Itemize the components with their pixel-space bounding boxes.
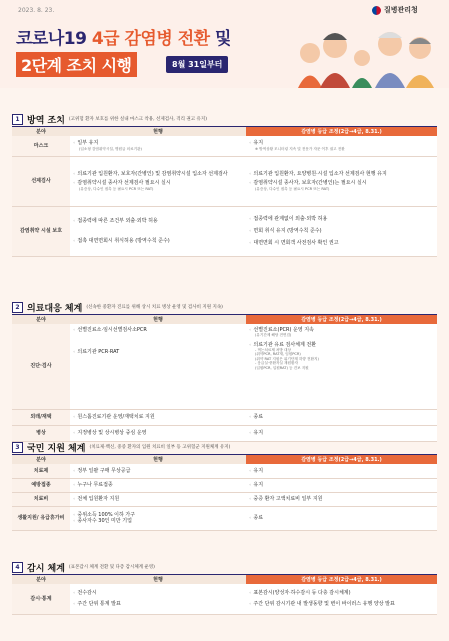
row-category: 생활지원/ 유급휴가비 — [12, 506, 70, 530]
col-current: 현행 — [70, 455, 246, 465]
row-category: 외래/재택 — [12, 409, 70, 425]
cell-note: (취약PCR, RAT재, 임원PCR) — [255, 352, 301, 357]
cell-text: 누구나 무료접종 — [77, 481, 113, 488]
section-title: 의료대응 체계 — [27, 303, 83, 314]
col-category: 분야 — [12, 455, 70, 465]
cell-text: 일부 유지 — [77, 140, 99, 147]
table-header-row — [12, 575, 437, 585]
table-header-row — [12, 315, 437, 325]
section-table — [12, 126, 437, 257]
table-row: 마스크 ◦ 일부 유지 (입소형 감염취약시설, 병원급 의료기관) ◦ 유지 ※ 방역상황 모니터링 지속 및 전문가 자문 이후 권고 전환 — [12, 136, 437, 156]
section-subtitle: (표본감시 체계 전환 및 다층 감시체계 운영) — [68, 565, 155, 570]
cell-note: ※ 방역상황 모니터링 지속 및 전문가 자문 이후 권고 전환 — [255, 146, 345, 151]
cell-note: (입소형 감염취약시설, 병원급 의료기관) — [79, 146, 142, 151]
cell-text: 원스톱진료기관 운영/재택치료 지원 — [77, 413, 155, 420]
section-2 — [12, 300, 437, 442]
table-header-row — [12, 127, 437, 137]
section-table — [12, 314, 437, 442]
col-current: 현행 — [70, 127, 246, 137]
cell-note: (유증상, 다수인 접촉 등 필요시 PCR 또는 RAT) — [255, 186, 330, 191]
cell-note: (유증상, 다수인 접촉 등 필요시 PCR 또는 RAT) — [79, 186, 154, 191]
page-title — [16, 24, 231, 49]
row-category: 예방접종 — [12, 478, 70, 492]
cell-note: - 응급실·중환자실 재원환자 — [255, 361, 298, 366]
cell-text: 종사자수 30인 미만 기업 — [77, 518, 132, 524]
table-row: 감염취약 시설 보호 ◦ 접종력에 따른 조건부 외출·외박 허용 ◦ 접촉 대면면회시 취식허용 (방역수칙 준수) ◦ 접종력에 관계없이 외출·외박 허용 ◦ 면회 취식 유지 (방역수칙 준수) ◦ 대면면회 시 면회객 사전검사 확인 권고 — [12, 206, 437, 256]
col-adjusted: 감염병 등급 조정(2급→4급, 8.31.) — [246, 455, 437, 465]
cell-text: 선별진료소·임시선별검사소PCR — [77, 327, 147, 333]
table-header-row — [12, 455, 437, 465]
cell-text: 유지 — [253, 467, 264, 474]
section-4 — [12, 560, 437, 615]
cell-note: (입원PCR, 입원RAT) 등 건보 지원 — [255, 365, 309, 370]
col-category: 분야 — [12, 315, 70, 325]
page-subtitle: 2단계 조치 시행 — [16, 52, 137, 77]
title-highlight: 4급 감염병 전환 — [91, 29, 210, 49]
section-title: 감시 체계 — [27, 563, 65, 574]
col-category: 분야 — [12, 127, 70, 137]
title-part1: 코로나19 — [16, 29, 92, 49]
issue-date: 2023. 8. 23. — [18, 7, 55, 14]
row-category: 감염취약 시설 보호 — [12, 206, 70, 256]
cell-note: (취약 RAT 지원은 위기단계 하향 전환지) — [255, 356, 319, 361]
col-current: 현행 — [70, 575, 246, 585]
table-row: 치료비 ◦ 전체 입원환자 지원 ◦ 중증 환자 고액치료비 일부 지원 — [12, 492, 437, 506]
cell-text: 선별진료소(PCR) 운영 지속 — [253, 327, 314, 333]
col-adjusted: 감염병 등급 조정(2급→4급, 8.31.) — [246, 127, 437, 137]
col-current: 현행 — [70, 315, 246, 325]
section-title: 국민 지원 체계 — [27, 443, 86, 454]
table-row: 생활지원/ 유급휴가비 ◦ 중위소득 100% 이하 가구 ◦ 종사자수 30인 미만 기업 ◦ 종료 — [12, 506, 437, 530]
row-category: 치료제 — [12, 464, 70, 478]
section-table — [12, 574, 437, 615]
title-part2: 및 — [209, 29, 231, 49]
org-name — [372, 5, 418, 15]
cell-text: 전수감시 — [77, 590, 97, 596]
table-row: 예방접종 ◦ 누구나 무료접종 ◦ 유지 — [12, 478, 437, 492]
cell-text: 중증 환자 고액치료비 일부 지원 — [253, 495, 323, 502]
cell-text: 의료기관 입원환자, 보호자(간병인) 및 감염취약시설 입소자 선제검사 — [77, 171, 228, 177]
cell-text: 의료기관 PCR·RAT — [77, 349, 120, 356]
cell-text: 접종력에 관계없이 외출·외박 허용 — [253, 215, 328, 222]
cell-text: 종료 — [253, 514, 264, 521]
people-illustration — [290, 18, 440, 88]
org-label: 질병관리청 — [384, 6, 418, 14]
cell-text: 접촉 대면면회시 취식허용 (방역수칙 준수) — [77, 238, 170, 244]
col-category: 분야 — [12, 575, 70, 585]
table-row: 치료제 ◦ 정부 일괄 구매 무상공급 ◦ 유지 — [12, 464, 437, 478]
cell-text: 정부 일괄 구매 무상공급 — [77, 467, 131, 474]
section-number: 2 — [12, 302, 23, 313]
table-row: 진단·검사 ◦ 선별진료소·임시선별검사소PCR ◦ 의료기관 PCR·RAT ◦ 선별진료소(PCR) 운영 지속 (유기간제 해당 전면검) ◦ 의료기관 유료 검사체계 전환 - 먹는치료제 처방 대상 (취약PCR, RAT재, 임원PCR) (취약 RAT 지원은 위기단계 하향 전환지) - 응급실·중환자실 재원환자 (입원PCR, 입원RAT) 등 건보 지원 — [12, 324, 437, 409]
row-category: 감시·통계 — [12, 584, 70, 614]
cell-text: 감염취약시설 종사자, 보호자(간병인)는 필요시 실시 — [253, 180, 367, 187]
cell-text: 면회 취식 유지 (방역수칙 준수) — [253, 227, 322, 234]
cell-text: 접종력에 따른 조건부 외출·외박 허용 — [77, 217, 158, 224]
table-row: 외래/재택 ◦ 원스톱진료기관 운영/재택치료 지원 ◦ 종료 — [12, 409, 437, 425]
cell-text: 유지 — [253, 140, 264, 147]
cell-text: 표본감시(양성자·하수감시 등 다층 감시체계) — [253, 590, 351, 596]
section-subtitle: (신속한 중환자 진료를 위해 상시 치료 병상 운영 및 검사비 지원 지속) — [86, 305, 223, 310]
cell-text: 의료기관 유료 검사체계 전환 — [253, 341, 317, 348]
row-category: 마스크 — [12, 136, 70, 156]
cell-text: 대면면회 시 면회객 사전검사 확인 권고 — [253, 240, 339, 247]
row-category: 선제검사 — [12, 156, 70, 206]
cell-text: 중위소득 100% 이하 가구 — [77, 511, 136, 518]
section-1 — [12, 112, 437, 257]
cell-text: 감염취약시설 종사자 선제검사 필요시 실시 — [77, 180, 171, 187]
row-category: 병상 — [12, 425, 70, 441]
cell-text: 지정병상 및 상시병상 중심 운영 — [77, 429, 147, 436]
section-subtitle: (치료제·백신, 중증 환자의 입원 치료비 일부 등 고위험군 지원체계 유지) — [89, 445, 231, 450]
col-adjusted: 감염병 등급 조정(2급→4급, 8.31.) — [246, 315, 437, 325]
cell-text: 주간 단위 통계 발표 — [77, 601, 121, 608]
section-subtitle: (고위험 환자 보호를 위한 실내 마스크 착용, 선제검사, 격리 권고 유지) — [68, 117, 207, 122]
cell-text: 유지 — [253, 481, 264, 488]
table-row: 감시·통계 ◦ 전수감시 ◦ 주간 단위 통계 발표 ◦ 표본감시(양성자·하수감시 등 다층 감시체계) ◦ 주간 단위 감시기관 내 발생동향 및 변이 바이러스 유행 양상 발표 — [12, 584, 437, 614]
cell-text: 유지 — [253, 429, 264, 436]
section-title: 방역 조치 — [27, 115, 65, 126]
cell-note: (유기간제 해당 전면검) — [255, 333, 292, 338]
effective-date-badge: 8월 31일부터 — [166, 56, 228, 73]
cell-text: 의료기관 입원환자, 요양병원·시설 입소자 선제검사 현행 유지 — [253, 171, 387, 177]
row-category: 진단·검사 — [12, 324, 70, 409]
section-number: 1 — [12, 114, 23, 125]
cell-note: - 먹는치료제 처방 대상 — [255, 347, 291, 352]
section-3 — [12, 440, 437, 531]
col-adjusted: 감염병 등급 조정(2급→4급, 8.31.) — [246, 575, 437, 585]
table-row: 병상 ◦ 지정병상 및 상시병상 중심 운영 ◦ 유지 — [12, 425, 437, 441]
header-banner — [0, 0, 449, 88]
row-category: 치료비 — [12, 492, 70, 506]
government-emblem-icon — [372, 6, 381, 15]
table-row: 선제검사 ◦ 의료기관 입원환자, 보호자(간병인) 및 감염취약시설 입소자 선제검사 ◦ 감염취약시설 종사자 선제검사 필요시 실시 (유증상, 다수인 접촉 등 필요시 PCR 또는 RAT) ◦ 의료기관 입원환자, 요양병원·시설 입소자 선제검사 현행 유지 ◦ 감염취약시설 종사자, 보호자(간병인)는 필요시 실시 (유증상, 다수인 접촉 등 필요시 PCR 또는 RAT) — [12, 156, 437, 206]
cell-text: 주간 단위 감시기관 내 발생동향 및 변이 바이러스 유행 양상 발표 — [253, 601, 395, 608]
section-table — [12, 454, 437, 531]
section-number: 3 — [12, 442, 23, 453]
cell-text: 종료 — [253, 413, 264, 420]
section-number: 4 — [12, 562, 23, 573]
cell-text: 전체 입원환자 지원 — [77, 495, 120, 502]
